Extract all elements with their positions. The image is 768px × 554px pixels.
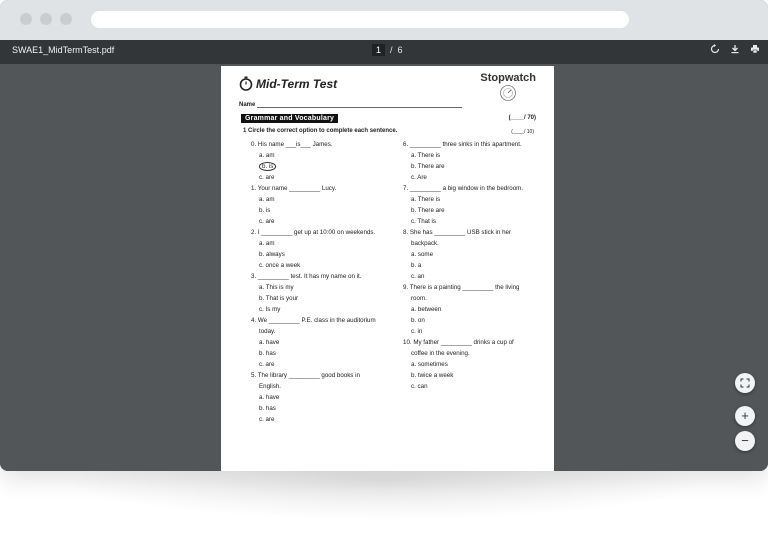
answer-option: c. are	[259, 416, 275, 423]
answer-option: a. There is	[411, 196, 441, 203]
download-icon[interactable]	[728, 44, 742, 58]
answer-option: c. are	[259, 174, 275, 181]
question-stem-continued: English.	[259, 383, 282, 390]
question-item	[403, 183, 543, 227]
answer-option: a. There is	[411, 152, 441, 159]
answer-option: a. sometimes	[411, 361, 448, 368]
page-indicator	[372, 44, 403, 56]
answer-option: a. am	[259, 152, 275, 159]
rotate-icon[interactable]	[708, 44, 722, 58]
question-stem: 3. _________ test. It has my name on it.	[251, 273, 362, 280]
question-item	[403, 282, 543, 337]
current-page-input[interactable]: 1	[372, 44, 385, 56]
answer-option: b. always	[259, 251, 285, 258]
fit-page-button[interactable]	[735, 373, 755, 393]
instruction	[243, 128, 397, 134]
question-item	[403, 337, 543, 392]
brand-name: Stopwatch	[480, 72, 536, 84]
answer-option: a. This is my	[259, 284, 294, 291]
zoom-in-button[interactable]: +	[735, 406, 755, 426]
answer-option: b. has	[259, 405, 276, 412]
address-bar[interactable]	[91, 11, 629, 28]
answer-option: b. There are	[411, 163, 445, 170]
question-stem: 2. I _________ get up at 10:00 on weekends.	[251, 229, 376, 236]
instruction-number: 1	[243, 128, 247, 134]
window-dot-maximize[interactable]	[60, 13, 72, 25]
question-stem: 0. His name ___is___ James.	[251, 141, 333, 148]
answer-option: c. can	[411, 383, 428, 390]
zoom-out-button[interactable]: −	[735, 431, 755, 451]
browser-titlebar	[0, 0, 768, 40]
circled-answer: b. is	[259, 162, 276, 171]
window-dot-minimize[interactable]	[40, 13, 52, 25]
question-item	[251, 183, 401, 227]
page-separator: /	[390, 45, 393, 55]
question-item	[251, 370, 401, 425]
answer-option: a. am	[259, 196, 275, 203]
question-stem: 4. We _________ P.E. class in the auditorium	[251, 317, 376, 324]
answer-option: c. once a week	[259, 262, 301, 269]
questions-right-column	[403, 139, 543, 392]
pdf-page	[221, 66, 554, 471]
window-dot-close[interactable]	[20, 13, 32, 25]
question-stem: 10. My father _________ drinks a cup of	[403, 339, 514, 346]
answer-option: b. on	[411, 317, 425, 324]
name-field	[239, 102, 462, 108]
answer-option: a. have	[259, 394, 280, 401]
answer-option: c. That is	[411, 218, 436, 225]
section-title: Grammar and Vocabulary	[241, 114, 338, 123]
question-item	[251, 271, 401, 315]
name-line	[257, 103, 462, 108]
question-stem-continued: coffee in the evening.	[411, 350, 470, 357]
question-stem: 9. There is a painting _________ the living	[403, 284, 520, 291]
instruction-score: (____/ 10)	[511, 129, 534, 135]
question-stem: 7. _________ a big window in the bedroom.	[403, 185, 524, 192]
brand-logo	[480, 72, 536, 107]
answer-option: a. some	[411, 251, 434, 258]
answer-option: c. Is my	[259, 306, 281, 313]
answer-option: b. twice a week	[411, 372, 454, 379]
answer-option: b. That is your	[259, 295, 299, 302]
question-item	[251, 227, 401, 271]
question-stem-continued: today.	[259, 328, 276, 335]
fit-page-icon	[740, 378, 750, 388]
print-icon[interactable]	[748, 44, 762, 58]
answer-option: c. in	[411, 328, 423, 335]
answer-option: a. between	[411, 306, 442, 313]
question-item	[403, 227, 543, 282]
question-stem: 1. Your name _________ Lucy.	[251, 185, 337, 192]
question-stem: 6. _________ three sinks in this apartment.	[403, 141, 522, 148]
question-item	[251, 315, 401, 370]
document-header	[239, 76, 337, 91]
stopwatch-logo-icon	[239, 76, 253, 91]
question-item	[251, 139, 401, 183]
question-stem: 5. The library _________ good books in	[251, 372, 360, 379]
answer-option: b. has	[259, 350, 276, 357]
pdf-toolbar	[0, 40, 768, 64]
question-stem: 8. She has _________ USB stick in her	[403, 229, 512, 236]
answer-option: a. am	[259, 240, 275, 247]
question-item	[403, 139, 543, 183]
answer-option: a. have	[259, 339, 280, 346]
answer-option: b. a	[411, 262, 422, 269]
total-pages: 6	[397, 45, 403, 55]
questions-left-column	[251, 139, 401, 425]
instruction-text: Circle the correct option to complete each sentence.	[248, 128, 398, 134]
question-stem-continued: room.	[411, 295, 427, 302]
name-label: Name	[239, 102, 256, 108]
answer-option: c. are	[259, 361, 275, 368]
pdf-filename: SWAE1_MidTermTest.pdf	[12, 45, 115, 55]
answer-option: c. are	[259, 218, 275, 225]
section-score: (____/ 70)	[508, 115, 536, 121]
answer-option: c. an	[411, 273, 425, 280]
stopwatch-brand-icon	[497, 84, 519, 102]
question-stem-continued: backpack.	[411, 240, 439, 247]
document-title: Mid-Term Test	[256, 76, 338, 91]
answer-option	[251, 161, 401, 172]
answer-option: b. is	[259, 207, 271, 214]
answer-option: c. Are	[411, 174, 427, 181]
answer-option: b. There are	[411, 207, 445, 214]
